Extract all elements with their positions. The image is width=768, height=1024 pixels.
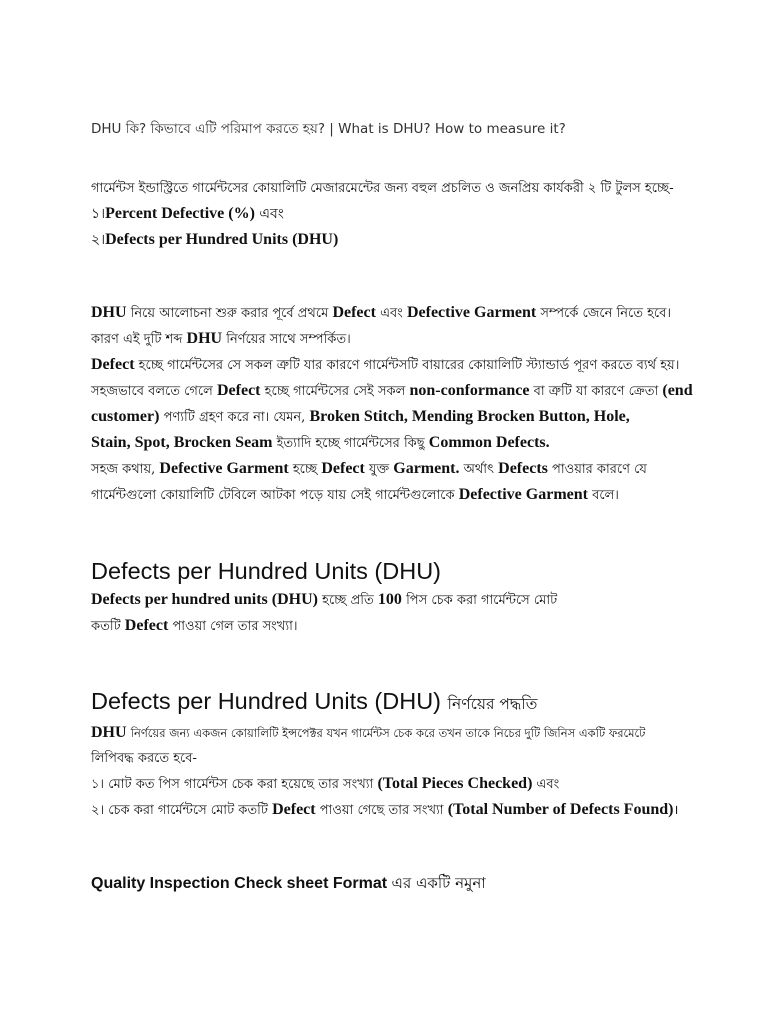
section-heading: Quality Inspection Check sheet Format এর একটি নমুনা <box>91 874 486 892</box>
paragraph-line: Defect হচ্ছে গার্মেন্টসের সে সকল ত্রুটি যার কারণে গার্মেন্টসটি বায়ারের কোয়ালিটি স্ট্যান্ডার্ড পূরণ করতে ব্যর্থ হয়। <box>91 356 680 373</box>
paragraph-line: customer) পণ্যটি গ্রহণ করে না। যেমন, Broken Stitch, Mending Brocken Button, Hole, <box>91 408 630 425</box>
defect-paragraph <box>91 300 691 508</box>
section-dhu-method <box>91 688 691 823</box>
section-line: লিপিবদ্ধ করতে হবে- <box>91 751 197 766</box>
paragraph-line: DHU নিয়ে আলোচনা শুরু করার পূর্বে প্রথমে Defect এবং Defective Garment সম্পর্কে জেনে নিতে হবে। <box>91 304 672 321</box>
section-check-sheet <box>91 872 691 897</box>
paragraph-line: কারণ এই দুটি শব্দ DHU নির্ণয়ের সাথে সম্পর্কিত। <box>91 330 351 347</box>
intro-block <box>91 176 691 253</box>
intro-item-2: ২।Defects per Hundred Units (DHU) <box>91 231 339 248</box>
section-line: DHU নির্ণয়ের জন্য একজন কোয়ালিটি ইন্সপেক্টর যখন গার্মেন্টস চেক করে তখন তাকে নিচের দুটি জিনিস একটি ফরমেটে <box>91 724 646 741</box>
paragraph-line: Stain, Spot, Brocken Seam ইত্যাদি হচ্ছে গার্মেন্টসের কিছু Common Defects. <box>91 434 550 451</box>
section-line: ১। মোট কত পিস গার্মেন্টস চেক করা হয়েছে তার সংখ্যা (Total Pieces Checked) এবং <box>91 775 560 792</box>
intro-text: গার্মেন্টস ইন্ডাস্ট্রিতে গার্মেন্টসের কোয়ালিটি মেজারমেন্টের জন্য বহুল প্রচলিত ও জনপ্রিয় কার্যকরী ২ টি টুলস হচ্ছে- <box>91 181 674 196</box>
article-title: DHU কি? কিভাবে এটি পরিমাপ করতে হয়? | What is DHU? How to measure it? <box>91 121 566 137</box>
paragraph-line: সহজভাবে বলতে গেলে Defect হচ্ছে গার্মেন্টসের সেই সকল non-conformance বা ত্রুটি যা কারণে ক্রেতা (end <box>91 382 693 399</box>
paragraph-line: সহজ কথায়, Defective Garment হচ্ছে Defect যুক্ত Garment. অর্থাৎ Defects পাওয়ার কারণে যে <box>91 460 647 477</box>
paragraph-line: গার্মেন্টগুলো কোয়ালিটি টেবিলে আটকা পড়ে যায় সেই গার্মেন্টগুলোকে Defective Garment বলে। <box>91 486 619 503</box>
section-dhu-definition <box>91 558 691 639</box>
section-heading: Defects per Hundred Units (DHU) নির্ণয়ের পদ্ধতি <box>91 688 538 714</box>
intro-item-1: ১।Percent Defective (%) এবং <box>91 205 284 222</box>
section-heading: Defects per Hundred Units (DHU) <box>91 558 441 584</box>
section-line: ২। চেক করা গার্মেন্টসে মোট কতটি Defect পাওয়া গেছে তার সংখ্যা (Total Number of Defects Found)। <box>91 801 679 818</box>
section-line: কতটি Defect পাওয়া গেল তার সংখ্যা। <box>91 617 298 634</box>
section-line: Defects per hundred units (DHU) হচ্ছে প্রতি 100 পিস চেক করা গার্মেন্টসে মোট <box>91 591 558 608</box>
